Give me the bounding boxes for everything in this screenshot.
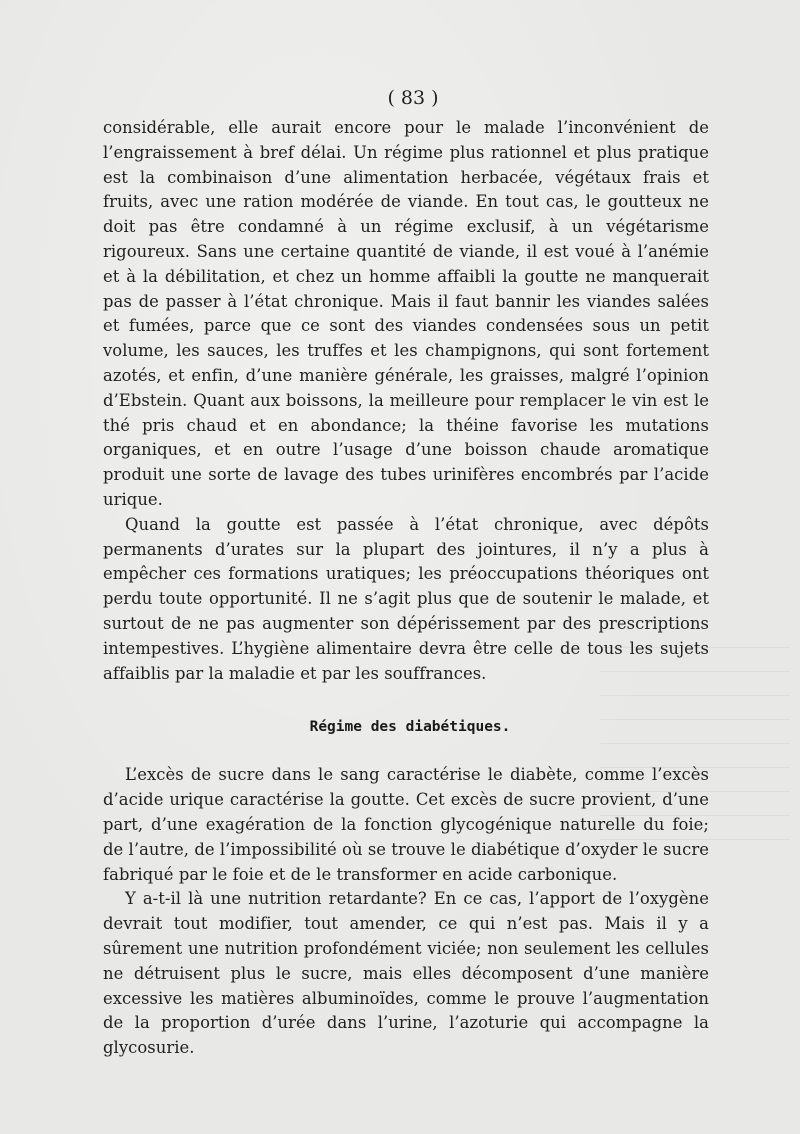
page-text-block (103, 85, 709, 1061)
paragraph-continuation: considérable, elle aurait encore pour le malade l’inconvénient de l’engraissement à bref délai. Un régime plus rationnel et plus pratique est la combinaison d’une alimentation herbacée, végétaux frais et fruits, avec une ration modérée de viande. En tout cas, le goutteux ne doit pas être condamné à un régime exclusif, à un végétarisme rigoureux. Sans une certaine quantité de viande, il est voué à l’anémie et à la débilitation, et chez un homme affaibli la goutte ne manquerait pas de passer à l’état chronique. Mais il faut bannir les viandes salées et fumées, parce que ce sont des viandes condensées sous un petit volume, les sauces, les truffes et les champignons, qui sont fortement azotés, et enfin, d’une manière générale, les graisses, malgré l’opinion d’Ebstein. Quant aux boissons, la meilleure pour remplacer le vin est le thé pris chaud et en abondance; la théine favorise les mutations organiques, et en outre l’usage d’une boisson chaude aromatique produit une sorte de lavage des tubes urinifères encombrés par l’acide urique. (103, 118, 709, 509)
paragraph-nutrition: Y a-t-il là une nutrition retardante? En ce cas, l’apport de l’oxygène devrait tout modifier, tout amender, ce qui n’est pas. Mais il y a sûrement une nutrition profondément viciée; non seulement les cellules ne détruisent plus le sucre, mais elles décomposent d’une manière excessive les matières albuminoïdes, comme le prouve l’augmentation de la proportion d’urée dans l’urine, l’azoturie qui accompagne la glycosurie. (103, 889, 709, 1058)
paragraph-diabetes-definition: L’excès de sucre dans le sang caractérise le diabète, comme l’excès d’acide urique caractérise la goutte. Cet excès de sucre provient, d’une part, d’une exagération de la fonction glycogénique naturelle du foie; de l’autre, de l’impossibilité où se trouve le diabétique d’oxyder le sucre fabriqué par le foie et de le transformer en acide carbonique. (103, 765, 710, 884)
page-number: ( 83 ) (387, 87, 439, 109)
section-heading: Régime des diabétiques. (309, 719, 511, 736)
paragraph-chronic-gout: Quand la goutte est passée à l’état chronique, avec dépôts permanents d’urates sur la plupart des jointures, il n’y a plus à empêcher ces formations uratiques; les préoccupations théoriques ont perdu toute opportunité. Il ne s’agit plus que de soutenir le malade, et surtout de ne pas augmenter son dépérissement par des prescriptions intempestives. L’hygiène alimentaire devra être celle de tous les sujets affaiblis par la maladie et par les souffrances. (103, 514, 709, 683)
